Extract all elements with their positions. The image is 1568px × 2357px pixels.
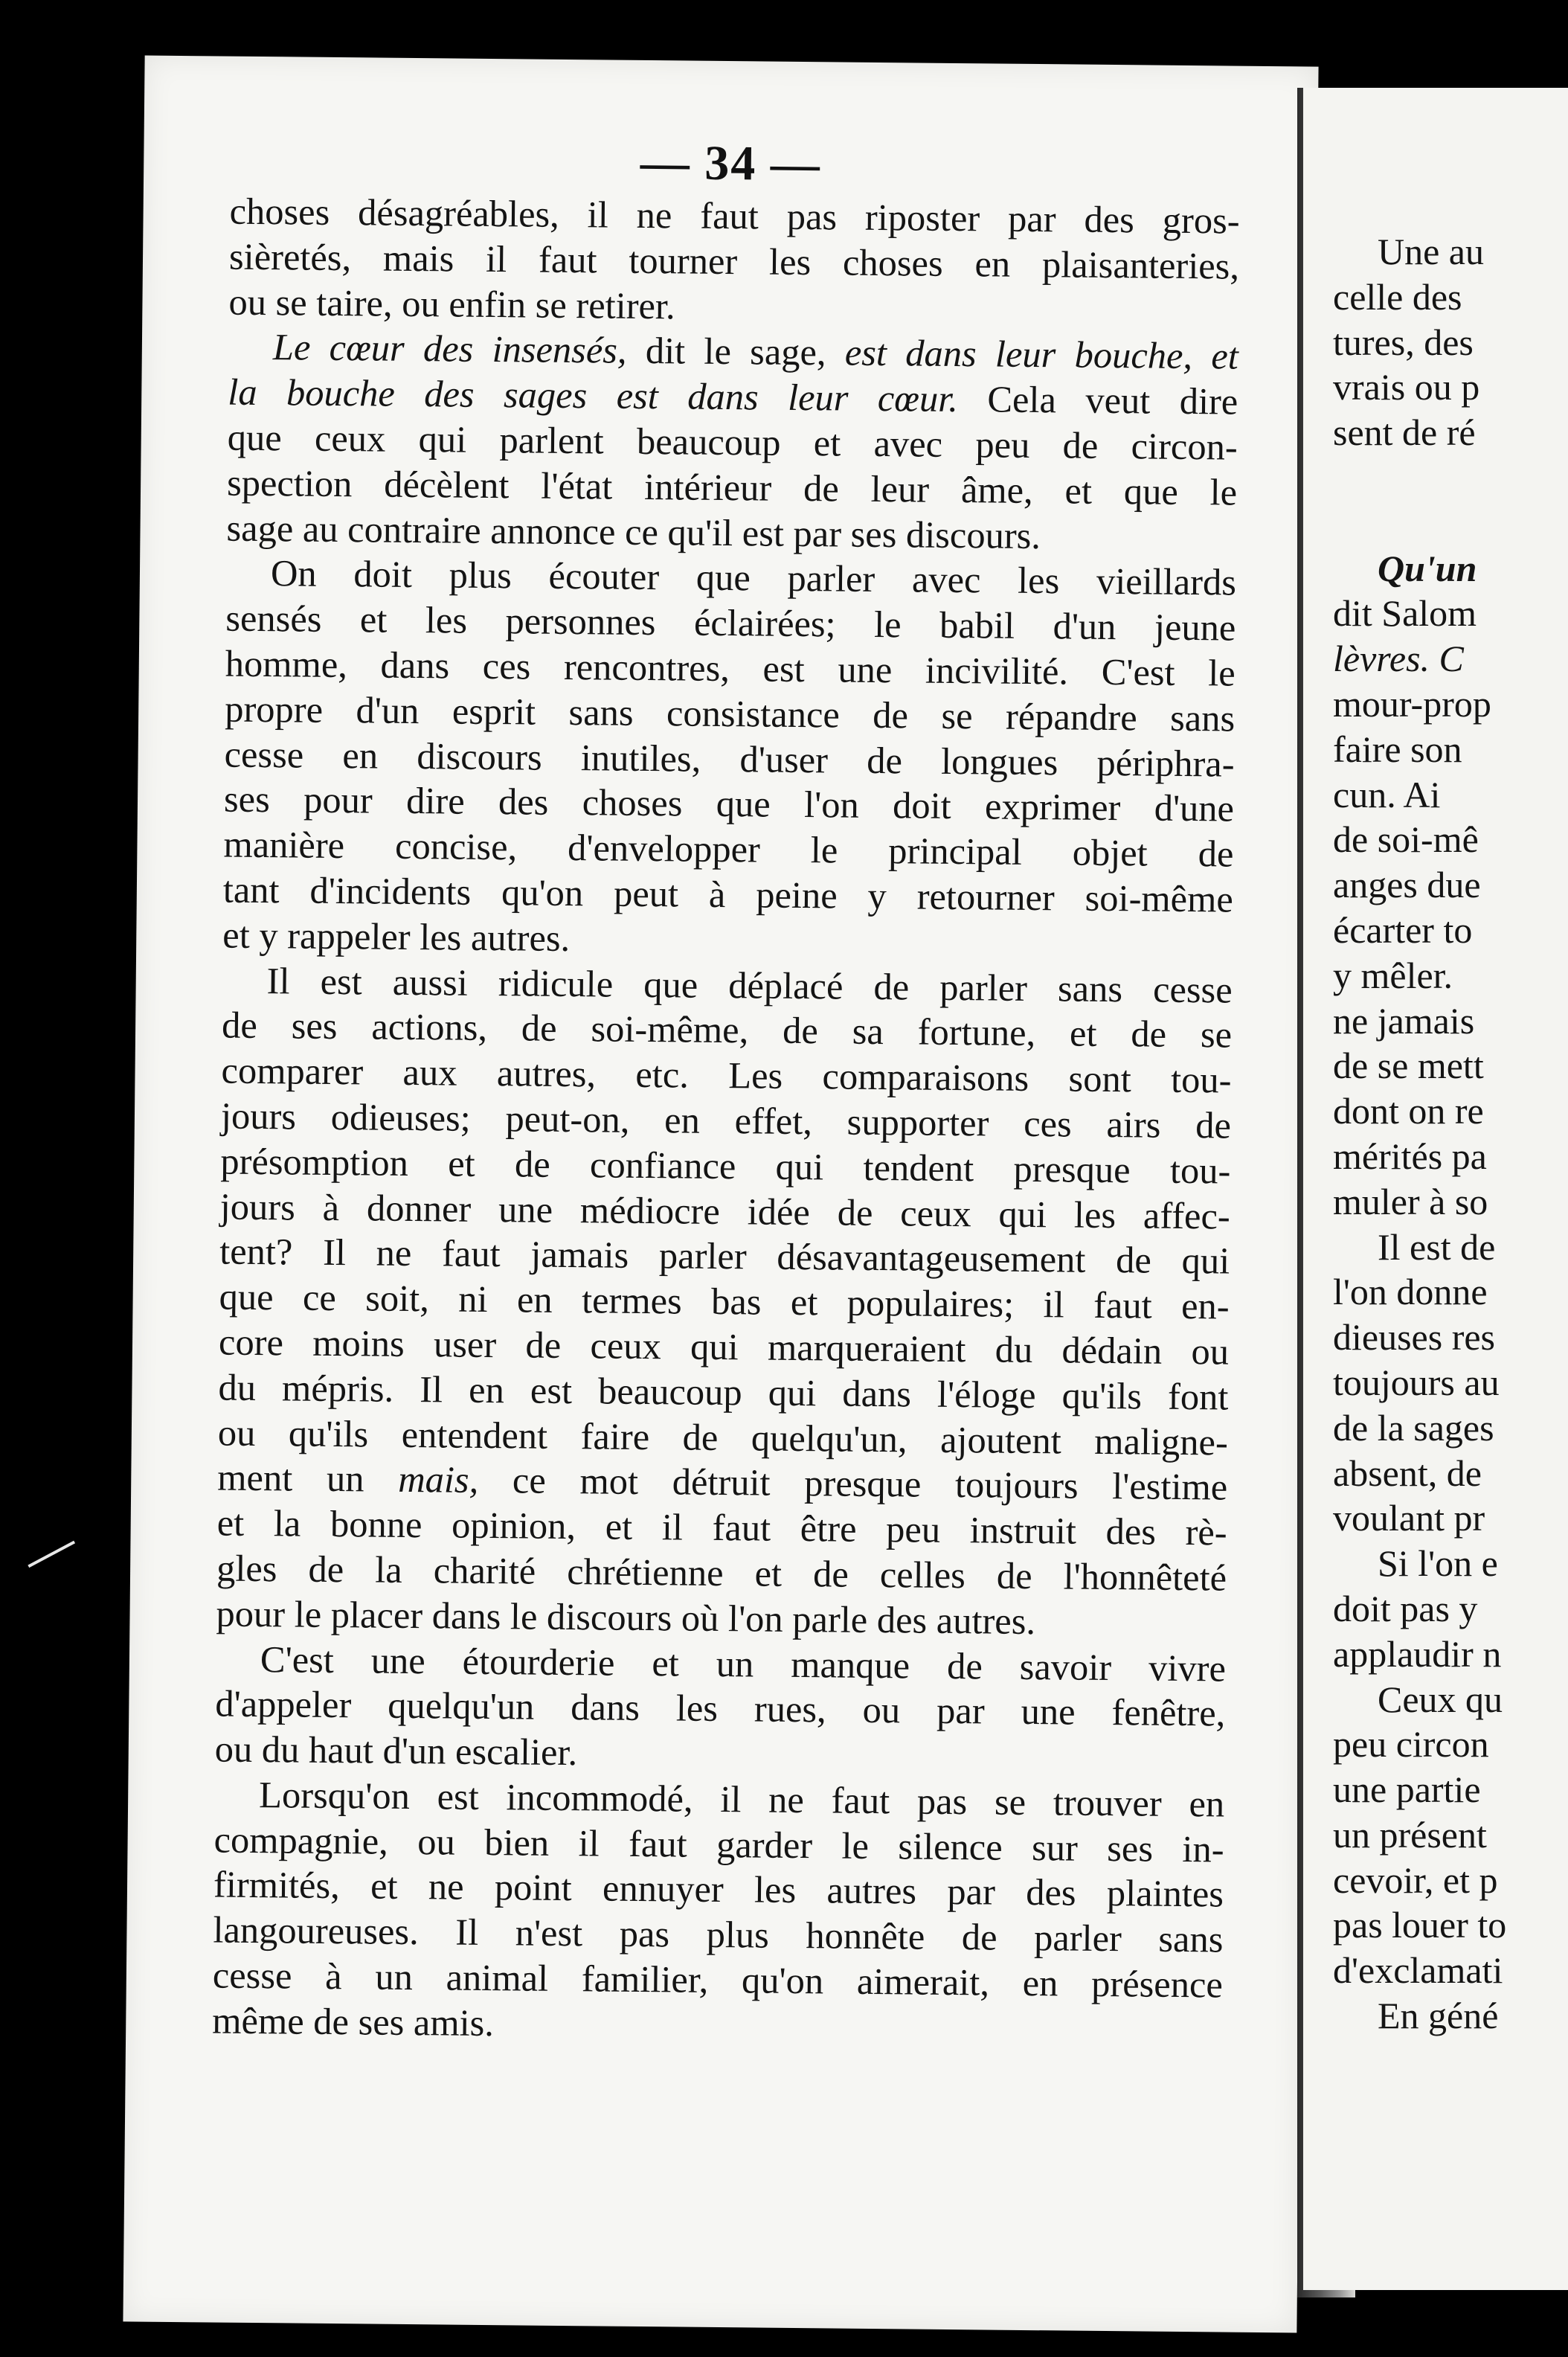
right-text-line: ne jamais: [1333, 999, 1475, 1042]
text-line: core moins user de ceux qui marqueraient du dédain ou: [218, 1321, 1230, 1373]
text-line: manière concise, d'envelopper le principal objet de: [223, 823, 1234, 875]
text-line: langoureuses. Il n'est pas plus honnête de parler sans: [213, 1908, 1224, 1960]
page-number: — 34 —: [640, 135, 822, 192]
text-line: cesse à un animal familier, qu'on aimerait, en présence: [212, 1954, 1224, 2006]
right-text-line: sent de ré: [1333, 411, 1476, 454]
right-text-line: anges due: [1333, 864, 1481, 906]
right-text-line: toujours au: [1333, 1361, 1500, 1403]
right-text-line: muler à so: [1333, 1180, 1488, 1222]
text-line: d'appeler quelqu'un dans les rues, ou par une fenêtre,: [215, 1682, 1226, 1734]
right-text-line: une partie: [1333, 1768, 1481, 1811]
text-line: Le cœur des insensés, dit le sage, est dans leur bouche, et: [272, 326, 1239, 378]
right-text-line: tures, des: [1333, 321, 1474, 363]
text-line: sage au contraire annonce ce qu'il est par ses discours.: [226, 507, 1041, 557]
text-line: ou qu'ils entendent faire de quelqu'un, ajoutent maligne-: [217, 1411, 1229, 1463]
margin-mark: [22, 1529, 75, 1568]
right-text-line: Ceux qu: [1378, 1678, 1503, 1720]
text-line: compagnie, ou bien il faut garder le silence sur ses in-: [213, 1818, 1224, 1870]
right-text-line: voulant pr: [1333, 1497, 1485, 1539]
text-line: propre d'un esprit sans consistance de se répandre sans: [224, 687, 1236, 740]
text-line: On doit plus écouter que parler avec les vieillards: [270, 552, 1237, 603]
right-page-text: [1333, 229, 1568, 2039]
text-line: tent? Il ne faut jamais parler désavantageusement de qui: [219, 1230, 1230, 1282]
right-text-line: faire son: [1333, 728, 1462, 770]
right-text-line: applaudir n: [1333, 1632, 1502, 1675]
text-line: choses désagréables, il ne faut pas riposter par des gros-: [229, 190, 1240, 242]
right-text-line: Si l'on e: [1378, 1542, 1498, 1585]
text-line: ment un mais, ce mot détruit presque toujours l'estime: [217, 1456, 1228, 1508]
text-line: de ses actions, de soi-même, de sa fortune, et de se: [221, 1004, 1233, 1056]
text-line: sièretés, mais il faut tourner les choses en plaisanteries,: [228, 235, 1240, 287]
right-text-line: doit pas y: [1333, 1587, 1478, 1629]
text-line: C'est une étourderie et un manque de savoir vivre: [260, 1638, 1227, 1690]
text-line: que ce soit, ni en termes bas et populaires; il faut en-: [219, 1275, 1230, 1327]
right-text-line: Il est de: [1378, 1225, 1496, 1268]
left-page: [123, 55, 1318, 2332]
right-text-line: lèvres. C: [1333, 638, 1464, 680]
text-line: firmités, et ne point ennuyer les autres par des plaintes: [213, 1863, 1224, 1916]
text-line: cesse en discours inutiles, d'user de longues périphra-: [224, 733, 1235, 785]
right-text-line: d'exclamati: [1333, 1949, 1503, 1992]
text-line: homme, dans ces rencontres, est une incivilité. C'est le: [225, 642, 1236, 694]
right-text-line: dit Salom: [1333, 592, 1477, 635]
right-text-line: de la sages: [1333, 1406, 1494, 1449]
text-line: jours à donner une médiocre idée de ceux qui les affec-: [219, 1185, 1231, 1237]
right-text-line: Qu'un: [1378, 547, 1477, 589]
right-text-line: un présent: [1333, 1813, 1487, 1856]
text-line: tant d'incidents qu'on peut à peine y retourner soi-même: [222, 868, 1234, 920]
right-text-line: celle des: [1333, 275, 1462, 318]
right-text-line: l'on donne: [1333, 1271, 1488, 1313]
text-line: ses pour dire des choses que l'on doit exprimer d'une: [223, 777, 1235, 830]
right-text-line: absent, de: [1333, 1452, 1482, 1494]
right-text-line: [1333, 455, 1568, 546]
text-line: et y rappeler les autres.: [222, 914, 571, 959]
right-text-line: y mêler.: [1333, 954, 1453, 996]
right-text-line: de soi-mê: [1333, 818, 1479, 861]
right-text-line: peu circon: [1333, 1723, 1489, 1766]
right-text-line: vrais ou p: [1333, 366, 1480, 408]
text-line: Lorsqu'on est incommodé, il ne faut pas se trouver en: [258, 1773, 1225, 1825]
right-text-line: dieuses res: [1333, 1316, 1495, 1359]
right-text-line: cevoir, et p: [1333, 1859, 1498, 1901]
right-text-line: mérités pa: [1333, 1135, 1487, 1177]
right-text-line: Une au: [1378, 231, 1484, 272]
right-text-line: dont on re: [1333, 1090, 1484, 1132]
text-line: même de ses amis.: [212, 1999, 495, 2044]
right-text-line: pas louer to: [1333, 1904, 1507, 1946]
right-text-line: écarter to: [1333, 908, 1473, 951]
text-line: que ceux qui parlent beaucoup et avec peu de circon-: [227, 416, 1238, 468]
text-line: comparer aux autres, etc. Les comparaisons sont tou-: [221, 1049, 1232, 1101]
body-text: [212, 189, 1240, 2053]
text-line: jours odieuses; peut-on, en effet, supporter ces airs de: [220, 1094, 1232, 1147]
text-line: gles de la charité chrétienne et de celles de l'honnêteté: [216, 1547, 1227, 1599]
text-line: présomption et de confiance qui tendent presque tou-: [220, 1140, 1231, 1192]
text-line: ou se taire, ou enfin se retirer.: [228, 280, 675, 327]
right-text-line: En géné: [1378, 1995, 1499, 2037]
right-text-line: cun. Ai: [1333, 773, 1441, 815]
text-line: Il est aussi ridicule que déplacé de parler sans cesse: [266, 959, 1233, 1011]
text-line: la bouche des sages est dans leur cœur. Cela veut dire: [228, 371, 1238, 423]
right-page-partial: [1303, 88, 1568, 2290]
text-line: ou du haut d'un escalier.: [214, 1728, 578, 1774]
text-line: sensés et les personnes éclairées; le babil d'un jeune: [225, 597, 1236, 649]
text-line: et la bonne opinion, et il faut être peu instruit des rè-: [216, 1501, 1227, 1553]
text-line: spection décèlent l'état intérieur de leur âme, et que le: [226, 461, 1238, 513]
text-line: du mépris. Il en est beaucoup qui dans l'éloge qu'ils font: [218, 1366, 1229, 1418]
text-line: pour le placer dans le discours où l'on parle des autres.: [216, 1592, 1036, 1642]
right-text-line: de se mett: [1333, 1045, 1484, 1087]
right-text-line: mour-prop: [1333, 682, 1491, 725]
